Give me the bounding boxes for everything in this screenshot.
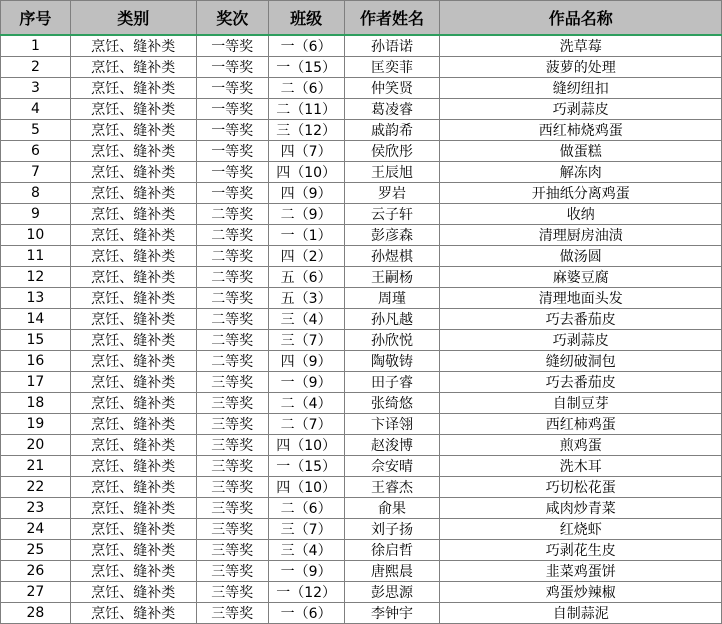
cell-class[interactable]: 四（7） <box>268 141 344 162</box>
cell-author[interactable]: 陶敬铸 <box>344 351 440 372</box>
cell-class[interactable]: 二（11） <box>268 99 344 120</box>
cell-award[interactable]: 三等奖 <box>196 372 268 393</box>
cell-work-title[interactable]: 缝纫破洞包 <box>440 351 722 372</box>
cell-class[interactable]: 三（12） <box>268 120 344 141</box>
cell-award[interactable]: 三等奖 <box>196 435 268 456</box>
cell-index[interactable]: 6 <box>1 141 71 162</box>
cell-author[interactable]: 孙凡越 <box>344 309 440 330</box>
cell-award[interactable]: 二等奖 <box>196 288 268 309</box>
cell-award[interactable]: 三等奖 <box>196 519 268 540</box>
table-row <box>1 204 722 225</box>
header-index[interactable]: 序号 <box>1 1 71 36</box>
cell-work-title[interactable]: 缝纫纽扣 <box>440 78 722 99</box>
table-row <box>1 561 722 582</box>
cell-class[interactable]: 四（10） <box>268 477 344 498</box>
table-row <box>1 372 722 393</box>
cell-author[interactable]: 刘子扬 <box>344 519 440 540</box>
cell-class[interactable]: 三（7） <box>268 519 344 540</box>
cell-category[interactable]: 烹饪、缝补类 <box>70 162 196 183</box>
table-row <box>1 267 722 288</box>
table-row <box>1 435 722 456</box>
cell-author[interactable]: 徐启哲 <box>344 540 440 561</box>
cell-index[interactable]: 4 <box>1 99 71 120</box>
table-row <box>1 351 722 372</box>
cell-work-title[interactable]: 做蛋糕 <box>440 141 722 162</box>
cell-index[interactable]: 8 <box>1 183 71 204</box>
cell-index[interactable]: 26 <box>1 561 71 582</box>
cell-index[interactable]: 24 <box>1 519 71 540</box>
cell-work-title[interactable]: 咸肉炒青菜 <box>440 498 722 519</box>
cell-work-title[interactable]: 巧剥蒜皮 <box>440 99 722 120</box>
cell-work-title[interactable]: 清理地面头发 <box>440 288 722 309</box>
cell-index[interactable]: 20 <box>1 435 71 456</box>
cell-index[interactable]: 18 <box>1 393 71 414</box>
cell-class[interactable]: 二（6） <box>268 78 344 99</box>
cell-work-title[interactable]: 巧剥花生皮 <box>440 540 722 561</box>
cell-category[interactable]: 烹饪、缝补类 <box>70 204 196 225</box>
cell-work-title[interactable]: 巧剥蒜皮 <box>440 330 722 351</box>
cell-class[interactable]: 一（9） <box>268 561 344 582</box>
table-row <box>1 225 722 246</box>
cell-category[interactable]: 烹饪、缝补类 <box>70 414 196 435</box>
cell-author[interactable]: 侯欣彤 <box>344 141 440 162</box>
cell-author[interactable]: 佘安晴 <box>344 456 440 477</box>
cell-work-title[interactable]: 自制蒜泥 <box>440 603 722 624</box>
table-row <box>1 603 722 624</box>
cell-category[interactable]: 烹饪、缝补类 <box>70 561 196 582</box>
cell-author[interactable]: 葛凌睿 <box>344 99 440 120</box>
cell-index[interactable]: 11 <box>1 246 71 267</box>
table-row <box>1 456 722 477</box>
table-row <box>1 477 722 498</box>
cell-work-title[interactable]: 洗木耳 <box>440 456 722 477</box>
table-row <box>1 183 722 204</box>
cell-work-title[interactable]: 清理厨房油渍 <box>440 225 722 246</box>
cell-category[interactable]: 烹饪、缝补类 <box>70 78 196 99</box>
cell-index[interactable]: 5 <box>1 120 71 141</box>
cell-work-title[interactable]: 做汤圆 <box>440 246 722 267</box>
cell-award[interactable]: 一等奖 <box>196 35 268 57</box>
cell-award[interactable]: 三等奖 <box>196 456 268 477</box>
cell-award[interactable]: 三等奖 <box>196 561 268 582</box>
cell-category[interactable]: 烹饪、缝补类 <box>70 141 196 162</box>
cell-index[interactable]: 12 <box>1 267 71 288</box>
cell-index[interactable]: 2 <box>1 57 71 78</box>
cell-award[interactable]: 一等奖 <box>196 183 268 204</box>
cell-class[interactable]: 二（7） <box>268 414 344 435</box>
cell-class[interactable]: 二（9） <box>268 204 344 225</box>
cell-award[interactable]: 二等奖 <box>196 267 268 288</box>
cell-index[interactable]: 1 <box>1 35 71 57</box>
cell-award[interactable]: 一等奖 <box>196 162 268 183</box>
cell-index[interactable]: 10 <box>1 225 71 246</box>
cell-category[interactable]: 烹饪、缝补类 <box>70 120 196 141</box>
cell-index[interactable]: 7 <box>1 162 71 183</box>
cell-class[interactable]: 一（6） <box>268 35 344 57</box>
header-category[interactable]: 类别 <box>70 1 196 36</box>
cell-class[interactable]: 一（1） <box>268 225 344 246</box>
cell-index[interactable]: 17 <box>1 372 71 393</box>
cell-work-title[interactable]: 巧去番茄皮 <box>440 309 722 330</box>
header-class[interactable]: 班级 <box>268 1 344 36</box>
table-header <box>1 1 722 36</box>
cell-award[interactable]: 二等奖 <box>196 309 268 330</box>
table-row <box>1 78 722 99</box>
cell-category[interactable]: 烹饪、缝补类 <box>70 603 196 624</box>
cell-index[interactable]: 9 <box>1 204 71 225</box>
cell-category[interactable]: 烹饪、缝补类 <box>70 330 196 351</box>
cell-award[interactable]: 三等奖 <box>196 393 268 414</box>
cell-award[interactable]: 二等奖 <box>196 330 268 351</box>
table-body <box>1 35 722 624</box>
cell-author[interactable]: 俞果 <box>344 498 440 519</box>
cell-category[interactable]: 烹饪、缝补类 <box>70 540 196 561</box>
cell-work-title[interactable]: 收纳 <box>440 204 722 225</box>
cell-class[interactable]: 四（10） <box>268 435 344 456</box>
cell-work-title[interactable]: 自制豆芽 <box>440 393 722 414</box>
cell-work-title[interactable]: 红烧虾 <box>440 519 722 540</box>
cell-class[interactable]: 五（6） <box>268 267 344 288</box>
cell-author[interactable]: 彭彦森 <box>344 225 440 246</box>
cell-work-title[interactable]: 煎鸡蛋 <box>440 435 722 456</box>
cell-category[interactable]: 烹饪、缝补类 <box>70 183 196 204</box>
cell-author[interactable]: 田子睿 <box>344 372 440 393</box>
cell-class[interactable]: 一（12） <box>268 582 344 603</box>
cell-work-title[interactable]: 巧切松花蛋 <box>440 477 722 498</box>
cell-class[interactable]: 四（9） <box>268 183 344 204</box>
cell-class[interactable]: 四（2） <box>268 246 344 267</box>
cell-work-title[interactable]: 西红柿鸡蛋 <box>440 414 722 435</box>
cell-category[interactable]: 烹饪、缝补类 <box>70 456 196 477</box>
cell-work-title[interactable]: 洗草莓 <box>440 35 722 57</box>
cell-author[interactable]: 彭思源 <box>344 582 440 603</box>
cell-author[interactable]: 孙语诺 <box>344 35 440 57</box>
cell-author[interactable]: 王嗣杨 <box>344 267 440 288</box>
table-row <box>1 498 722 519</box>
cell-award[interactable]: 二等奖 <box>196 225 268 246</box>
cell-category[interactable]: 烹饪、缝补类 <box>70 393 196 414</box>
cell-class[interactable]: 四（10） <box>268 162 344 183</box>
cell-index[interactable]: 14 <box>1 309 71 330</box>
cell-class[interactable]: 四（9） <box>268 351 344 372</box>
cell-author[interactable]: 周瑾 <box>344 288 440 309</box>
cell-category[interactable]: 烹饪、缝补类 <box>70 582 196 603</box>
cell-category[interactable]: 烹饪、缝补类 <box>70 288 196 309</box>
cell-class[interactable]: 二（4） <box>268 393 344 414</box>
table-row <box>1 519 722 540</box>
table-row <box>1 162 722 183</box>
cell-category[interactable]: 烹饪、缝补类 <box>70 246 196 267</box>
cell-author[interactable]: 唐熙晨 <box>344 561 440 582</box>
cell-index[interactable]: 3 <box>1 78 71 99</box>
cell-index[interactable]: 15 <box>1 330 71 351</box>
table-row <box>1 414 722 435</box>
cell-category[interactable]: 烹饪、缝补类 <box>70 35 196 57</box>
table-row <box>1 57 722 78</box>
cell-award[interactable]: 一等奖 <box>196 141 268 162</box>
cell-award[interactable]: 三等奖 <box>196 540 268 561</box>
cell-category[interactable]: 烹饪、缝补类 <box>70 372 196 393</box>
table-row <box>1 120 722 141</box>
cell-award[interactable]: 一等奖 <box>196 99 268 120</box>
cell-award[interactable]: 三等奖 <box>196 582 268 603</box>
header-award[interactable]: 奖次 <box>196 1 268 36</box>
cell-award[interactable]: 三等奖 <box>196 414 268 435</box>
cell-category[interactable]: 烹饪、缝补类 <box>70 57 196 78</box>
cell-award[interactable]: 二等奖 <box>196 351 268 372</box>
cell-class[interactable]: 一（6） <box>268 603 344 624</box>
cell-author[interactable]: 匡奕菲 <box>344 57 440 78</box>
cell-author[interactable]: 仲笑贤 <box>344 78 440 99</box>
cell-author[interactable]: 孙煜棋 <box>344 246 440 267</box>
table-row <box>1 246 722 267</box>
cell-index[interactable]: 25 <box>1 540 71 561</box>
cell-award[interactable]: 一等奖 <box>196 57 268 78</box>
cell-author[interactable]: 孙欣悦 <box>344 330 440 351</box>
table-row <box>1 35 722 57</box>
cell-author[interactable]: 李钟宇 <box>344 603 440 624</box>
cell-class[interactable]: 三（4） <box>268 309 344 330</box>
cell-author[interactable]: 云子轩 <box>344 204 440 225</box>
table-row <box>1 582 722 603</box>
cell-index[interactable]: 16 <box>1 351 71 372</box>
cell-work-title[interactable]: 开抽纸分离鸡蛋 <box>440 183 722 204</box>
header-work-title[interactable]: 作品名称 <box>440 1 722 36</box>
cell-work-title[interactable]: 菠萝的处理 <box>440 57 722 78</box>
cell-work-title[interactable]: 韭菜鸡蛋饼 <box>440 561 722 582</box>
cell-work-title[interactable]: 鸡蛋炒辣椒 <box>440 582 722 603</box>
table-row <box>1 330 722 351</box>
cell-category[interactable]: 烹饪、缝补类 <box>70 351 196 372</box>
header-row <box>1 1 722 36</box>
cell-author[interactable]: 王睿杰 <box>344 477 440 498</box>
table-row <box>1 141 722 162</box>
table-row <box>1 99 722 120</box>
cell-class[interactable]: 一（15） <box>268 57 344 78</box>
cell-category[interactable]: 烹饪、缝补类 <box>70 99 196 120</box>
cell-award[interactable]: 三等奖 <box>196 477 268 498</box>
table-row <box>1 309 722 330</box>
cell-index[interactable]: 28 <box>1 603 71 624</box>
cell-category[interactable]: 烹饪、缝补类 <box>70 435 196 456</box>
cell-category[interactable]: 烹饪、缝补类 <box>70 309 196 330</box>
cell-index[interactable]: 19 <box>1 414 71 435</box>
cell-award[interactable]: 三等奖 <box>196 603 268 624</box>
cell-class[interactable]: 一（15） <box>268 456 344 477</box>
table-row <box>1 540 722 561</box>
cell-award[interactable]: 二等奖 <box>196 246 268 267</box>
cell-award[interactable]: 一等奖 <box>196 78 268 99</box>
table-row <box>1 393 722 414</box>
cell-index[interactable]: 21 <box>1 456 71 477</box>
cell-class[interactable]: 一（9） <box>268 372 344 393</box>
cell-work-title[interactable]: 巧去番茄皮 <box>440 372 722 393</box>
cell-class[interactable]: 五（3） <box>268 288 344 309</box>
cell-index[interactable]: 13 <box>1 288 71 309</box>
cell-award[interactable]: 一等奖 <box>196 120 268 141</box>
cell-index[interactable]: 23 <box>1 498 71 519</box>
cell-index[interactable]: 27 <box>1 582 71 603</box>
cell-work-title[interactable]: 西红柿烧鸡蛋 <box>440 120 722 141</box>
cell-work-title[interactable]: 麻婆豆腐 <box>440 267 722 288</box>
cell-category[interactable]: 烹饪、缝补类 <box>70 225 196 246</box>
cell-author[interactable]: 罗岩 <box>344 183 440 204</box>
cell-award[interactable]: 三等奖 <box>196 498 268 519</box>
cell-author[interactable]: 戚韵希 <box>344 120 440 141</box>
header-author[interactable]: 作者姓名 <box>344 1 440 36</box>
cell-author[interactable]: 张绮悠 <box>344 393 440 414</box>
cell-class[interactable]: 二（6） <box>268 498 344 519</box>
cell-award[interactable]: 二等奖 <box>196 204 268 225</box>
cell-category[interactable]: 烹饪、缝补类 <box>70 477 196 498</box>
cell-work-title[interactable]: 解冻肉 <box>440 162 722 183</box>
table-row <box>1 288 722 309</box>
cell-category[interactable]: 烹饪、缝补类 <box>70 519 196 540</box>
cell-class[interactable]: 三（4） <box>268 540 344 561</box>
cell-class[interactable]: 三（7） <box>268 330 344 351</box>
cell-author[interactable]: 卞译翎 <box>344 414 440 435</box>
cell-category[interactable]: 烹饪、缝补类 <box>70 498 196 519</box>
cell-index[interactable]: 22 <box>1 477 71 498</box>
cell-category[interactable]: 烹饪、缝补类 <box>70 267 196 288</box>
cell-author[interactable]: 赵浚博 <box>344 435 440 456</box>
cell-author[interactable]: 王辰旭 <box>344 162 440 183</box>
